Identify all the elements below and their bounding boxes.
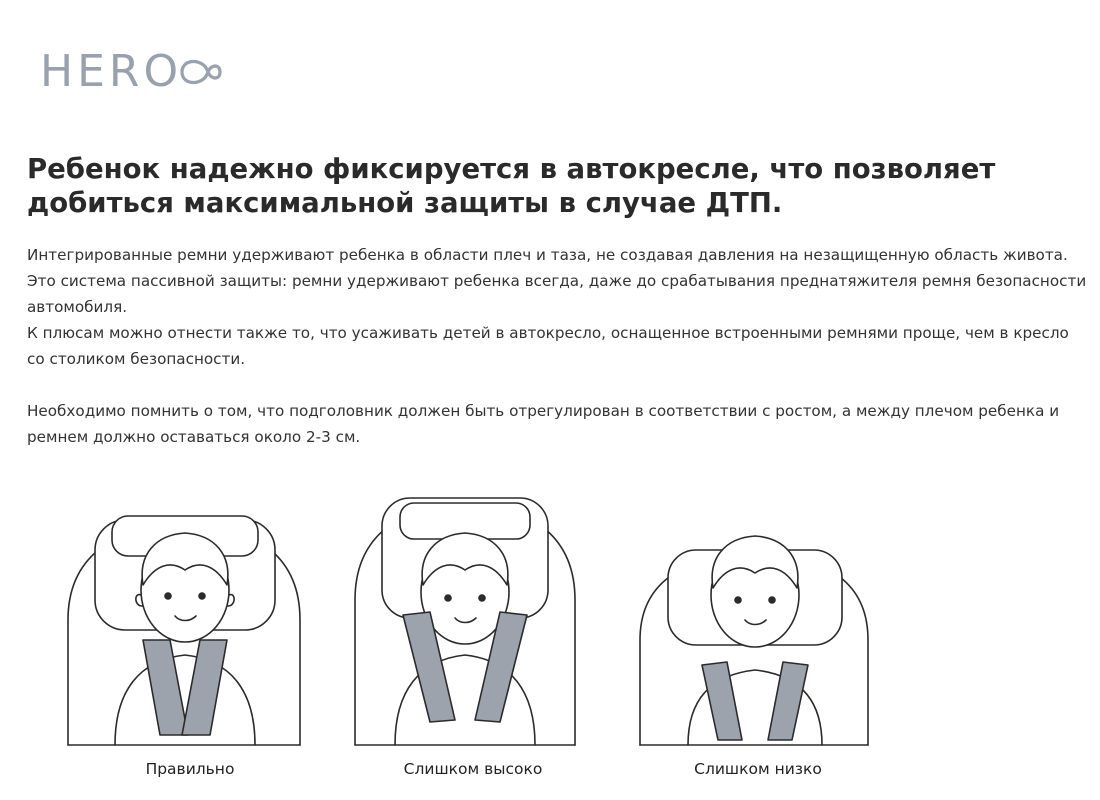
figure-too-low [640,536,868,745]
figure-too-high [355,498,575,745]
paragraph-1: Интегрированные ремни удерживают ребенка в области плеч и таза, не создавая давления на незащищенную область живота. [27,246,1068,264]
caption-too-high: Слишком высоко [403,760,543,778]
logo-text: HERO [40,46,183,97]
article-heading: Ребенок надежно фиксируется в автокресле, что позволяет добиться максимальной защиты в случае ДТП. [27,153,996,219]
caption-correct: Правильно [145,760,235,778]
hero-logo[interactable] [40,48,224,96]
paragraph-gap [27,372,1087,398]
paragraph-4: Необходимо помнить о том, что подголовник должен быть отрегулирован в соответствии с ростом, а между плечом ребенка и ремнем должно оставаться около 2-3 см. [27,402,1060,446]
paragraph-2: Это система пассивной защиты: ремни удерживают ребенка всегда, даже до срабатывания преднатяжителя ремня безопасности автомобиля. [27,272,1087,316]
infinity-logo-icon [180,52,224,92]
paragraph-3: К плюсам можно отнести также то, что усаживать детей в автокресло, оснащенное встроенными ремнями проще, чем в кресло со столиком безопасности. [27,324,1069,368]
article-body [27,242,1087,450]
belt-position-illustrations [0,480,1100,800]
figure-correct [68,516,300,745]
caption-too-low: Слишком низко [694,760,822,778]
